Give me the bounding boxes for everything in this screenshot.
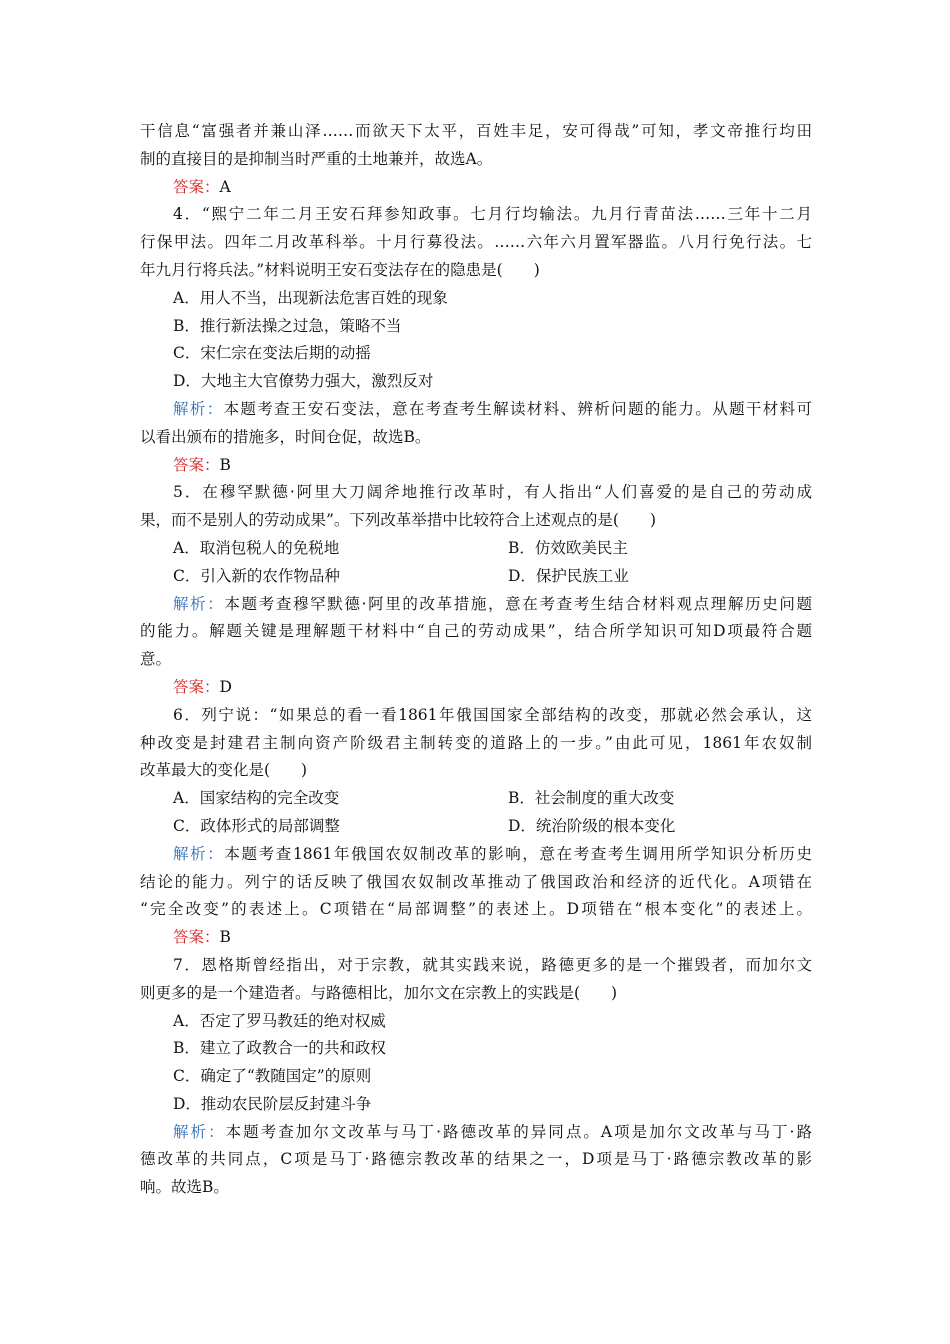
q7-option-a: A．否定了罗马教廷的绝对权威 bbox=[173, 1011, 386, 1030]
q6-option-d: D．统治阶级的根本变化 bbox=[508, 816, 676, 835]
answer-label: 答案： bbox=[173, 928, 220, 947]
analysis-text: 本题考查加尔文改革与马丁·路德改革的异同点。A项是加尔文改革与马丁·路 bbox=[225, 1122, 812, 1141]
q6-answer bbox=[140, 924, 812, 952]
q4-analysis-line: 以看出颁布的措施多，时间仓促，故选B。 bbox=[140, 427, 431, 446]
q5-option-b: B．仿效欧美民主 bbox=[508, 538, 628, 557]
analysis-label: 解析： bbox=[173, 1122, 226, 1141]
q4-stem-line: 4．“熙宁二年二月王安石拜参知政事。七月行均输法。九月行青苗法……三年十二月 bbox=[173, 205, 812, 224]
q6-stem-line: 改革最大的变化是( ) bbox=[140, 761, 308, 780]
q5-analysis-line bbox=[140, 591, 812, 619]
answer-label: 答案： bbox=[173, 455, 220, 474]
q5-stem-line: 果，而不是别人的劳动成果”。下列改革举措中比较符合上述观点的是( ) bbox=[140, 511, 657, 530]
q6-analysis-line: “完全改变”的表述上。C项错在“局部调整”的表述上。D项错在“根本变化”的表述上。 bbox=[140, 900, 812, 919]
q5-option-c: C．引入新的农作物品种 bbox=[173, 566, 340, 585]
q3-analysis-line: 干信息“富强者并兼山泽……而欲天下太平，百姓丰足，安可得哉”可知，孝文帝推行均田 bbox=[140, 122, 812, 140]
analysis-text: 本题考查1861年俄国农奴制改革的影响，意在考查考生调用所学知识分析历史 bbox=[224, 844, 812, 863]
answer-value: B bbox=[219, 455, 231, 474]
analysis-text: 本题考查穆罕默德·阿里的改革措施，意在考查考生结合材料观点理解历史问题 bbox=[224, 594, 812, 613]
q7-option-c: C．确定了“教随国定”的原则 bbox=[173, 1067, 372, 1086]
page-content bbox=[140, 118, 812, 1202]
q4-answer bbox=[140, 452, 812, 480]
q3-answer bbox=[140, 174, 812, 202]
analysis-text: 本题考查王安石变法，意在考查考生解读材料、辨析问题的能力。从题干材料可 bbox=[223, 399, 812, 418]
q4-option-c: C．宋仁宗在变法后期的动摇 bbox=[173, 344, 371, 363]
analysis-label: 解析： bbox=[173, 844, 225, 863]
q7-option-d: D．推动农民阶层反封建斗争 bbox=[173, 1094, 372, 1113]
q6-option-b: B．社会制度的重大改变 bbox=[508, 789, 675, 808]
q6-option-c: C．政体形式的局部调整 bbox=[173, 816, 340, 835]
q4-option-a: A．用人不当，出现新法危害百姓的现象 bbox=[173, 288, 448, 307]
q4-option-b: B．推行新法操之过急，策略不当 bbox=[173, 316, 402, 335]
q5-options-row bbox=[140, 563, 812, 591]
q6-analysis-line bbox=[140, 841, 812, 869]
q6-stem-line: 种改变是封建君主制向资产阶级君主制转变的道路上的一步。”由此可见，1861年农奴制 bbox=[140, 733, 812, 752]
q5-analysis-line: 的能力。解题关键是理解题干材料中“自己的劳动成果”，结合所学知识可知D项最符合题 bbox=[140, 622, 812, 641]
analysis-label: 解析： bbox=[173, 399, 224, 418]
answer-value: D bbox=[219, 677, 232, 696]
q6-options-row bbox=[140, 813, 812, 841]
q5-option-a: A．取消包税人的免税地 bbox=[173, 538, 340, 557]
q4-stem-line: 年九月行将兵法。”材料说明王安石变法存在的隐患是( ) bbox=[140, 260, 540, 279]
q6-option-a: A．国家结构的完全改变 bbox=[173, 789, 340, 808]
q7-stem-line: 7．恩格斯曾经指出，对于宗教，就其实践来说，路德更多的是一个摧毁者，而加尔文 bbox=[173, 955, 812, 974]
q7-analysis-line: 德改革的共同点，C项是马丁·路德宗教改革的结果之一，D项是马丁·路德宗教改革的影 bbox=[140, 1150, 812, 1169]
q5-option-d: D．保护民族工业 bbox=[508, 566, 629, 585]
q4-option-d: D．大地主大官僚势力强大，激烈反对 bbox=[173, 372, 434, 391]
q3-analysis-line: 制的直接目的是抑制当时严重的土地兼并，故选A。 bbox=[140, 149, 493, 168]
analysis-label: 解析： bbox=[173, 594, 225, 613]
q6-options-row bbox=[140, 785, 812, 813]
q5-options-row bbox=[140, 535, 812, 563]
q7-stem-line: 则更多的是一个建造者。与路德相比，加尔文在宗教上的实践是( ) bbox=[140, 983, 618, 1002]
answer-label: 答案： bbox=[173, 177, 220, 196]
q4-stem-line: 行保甲法。四年二月改革科举。十月行募役法。……六年六月置军器监。八月行免行法。七 bbox=[140, 233, 812, 252]
q7-analysis-line bbox=[140, 1119, 812, 1147]
q5-answer bbox=[140, 674, 812, 702]
answer-value: B bbox=[219, 928, 231, 947]
q4-analysis-line bbox=[140, 396, 812, 424]
q5-analysis-line: 意。 bbox=[140, 650, 172, 669]
q6-analysis-line: 结论的能力。列宁的话反映了俄国农奴制改革推动了俄国政治和经济的近代化。A项错在 bbox=[140, 872, 812, 891]
q5-stem-line: 5．在穆罕默德·阿里大刀阔斧地推行改革时，有人指出“人们喜爱的是自己的劳动成 bbox=[173, 483, 812, 502]
answer-label: 答案： bbox=[173, 677, 220, 696]
answer-value: A bbox=[219, 177, 231, 196]
q7-option-b: B．建立了政教合一的共和政权 bbox=[173, 1039, 386, 1058]
q7-analysis-line: 响。故选B。 bbox=[140, 1178, 229, 1197]
q6-stem-line: 6．列宁说：“如果总的看一看1861年俄国国家全部结构的改变，那就必然会承认，这 bbox=[173, 705, 812, 724]
